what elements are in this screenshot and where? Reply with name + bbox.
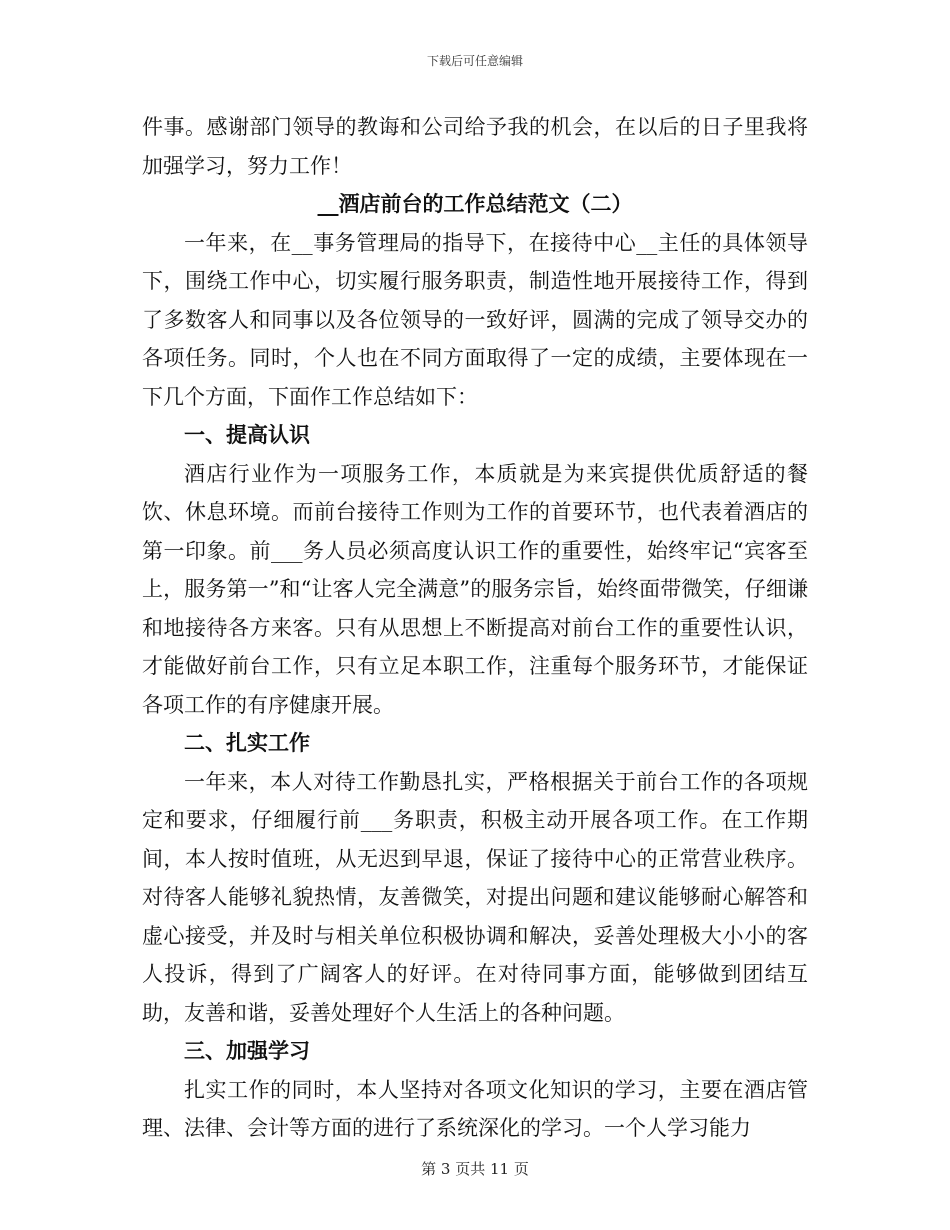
document-body bbox=[142, 108, 808, 1148]
paragraph-continued: 件事。感谢部门领导的教诲和公司给予我的机会，在以后的日子里我将加强学习，努力工作！ bbox=[142, 115, 808, 178]
paragraph-section-3: 扎实工作的同时，本人坚持对各项文化知识的学习，主要在酒店管理、法律、会计等方面的进行了系统深化的学习。一个人学习能力 bbox=[142, 1077, 808, 1140]
section-heading-2: 二、扎实工作 bbox=[184, 730, 310, 755]
paragraph-intro: 一年来，在__事务管理局的指导下，在接待中心__主任的具体领导下，围绕工作中心，切实履行服务职责，制造性地开展接待工作，得到了多数客人和同事以及各位领导的一致好评，圆满的完成了领导交办的各项任务。同时，个人也在不同方面取得了一定的成绩，主要体现在一下几个方面，下面作工作总结如下： bbox=[142, 230, 808, 409]
page-footer: 第 3 页共 11 页 bbox=[421, 1160, 529, 1178]
paragraph-section-1: 酒店行业作为一项服务工作，本质就是为来宾提供优质舒适的餐饮、休息环境。而前台接待工作则为工作的首要环节，也代表着酒店的第一印象。前___务人员必须高度认识工作的重要性，始终牢记“宾客至上，服务第一”和“让客人完全满意”的服务宗旨，始终面带微笑，仔细谦和地接待各方来客。只有从思想上不断提高对前台工作的重要性认识，才能做好前台工作，只有立足本职工作，注重每个服务环节，才能保证各项工作的有序健康开展。 bbox=[142, 461, 808, 717]
paragraph-section-2: 一年来，本人对待工作勤恳扎实，严格根据关于前台工作的各项规定和要求，仔细履行前___务职责，积极主动开展各项工作。在工作期间，本人按时值班，从无迟到早退，保证了接待中心的正常营业秩序。对待客人能够礼貌热情，友善微笑，对提出问题和建议能够耐心解答和虚心接受，并及时与相关单位积极协调和解决，妥善处理极大小小的客人投诉，得到了广阔客人的好评。在对待同事方面，能够做到团结互助，友善和谐，妥善处理好个人生活上的各种问题。 bbox=[142, 769, 808, 1025]
header-note: 下载后可任意编辑 bbox=[426, 54, 523, 68]
document-title: __酒店前台的工作总结范文（二） bbox=[317, 191, 633, 216]
section-heading-1: 一、提高认识 bbox=[184, 422, 310, 447]
section-heading-3: 三、加强学习 bbox=[184, 1038, 310, 1063]
